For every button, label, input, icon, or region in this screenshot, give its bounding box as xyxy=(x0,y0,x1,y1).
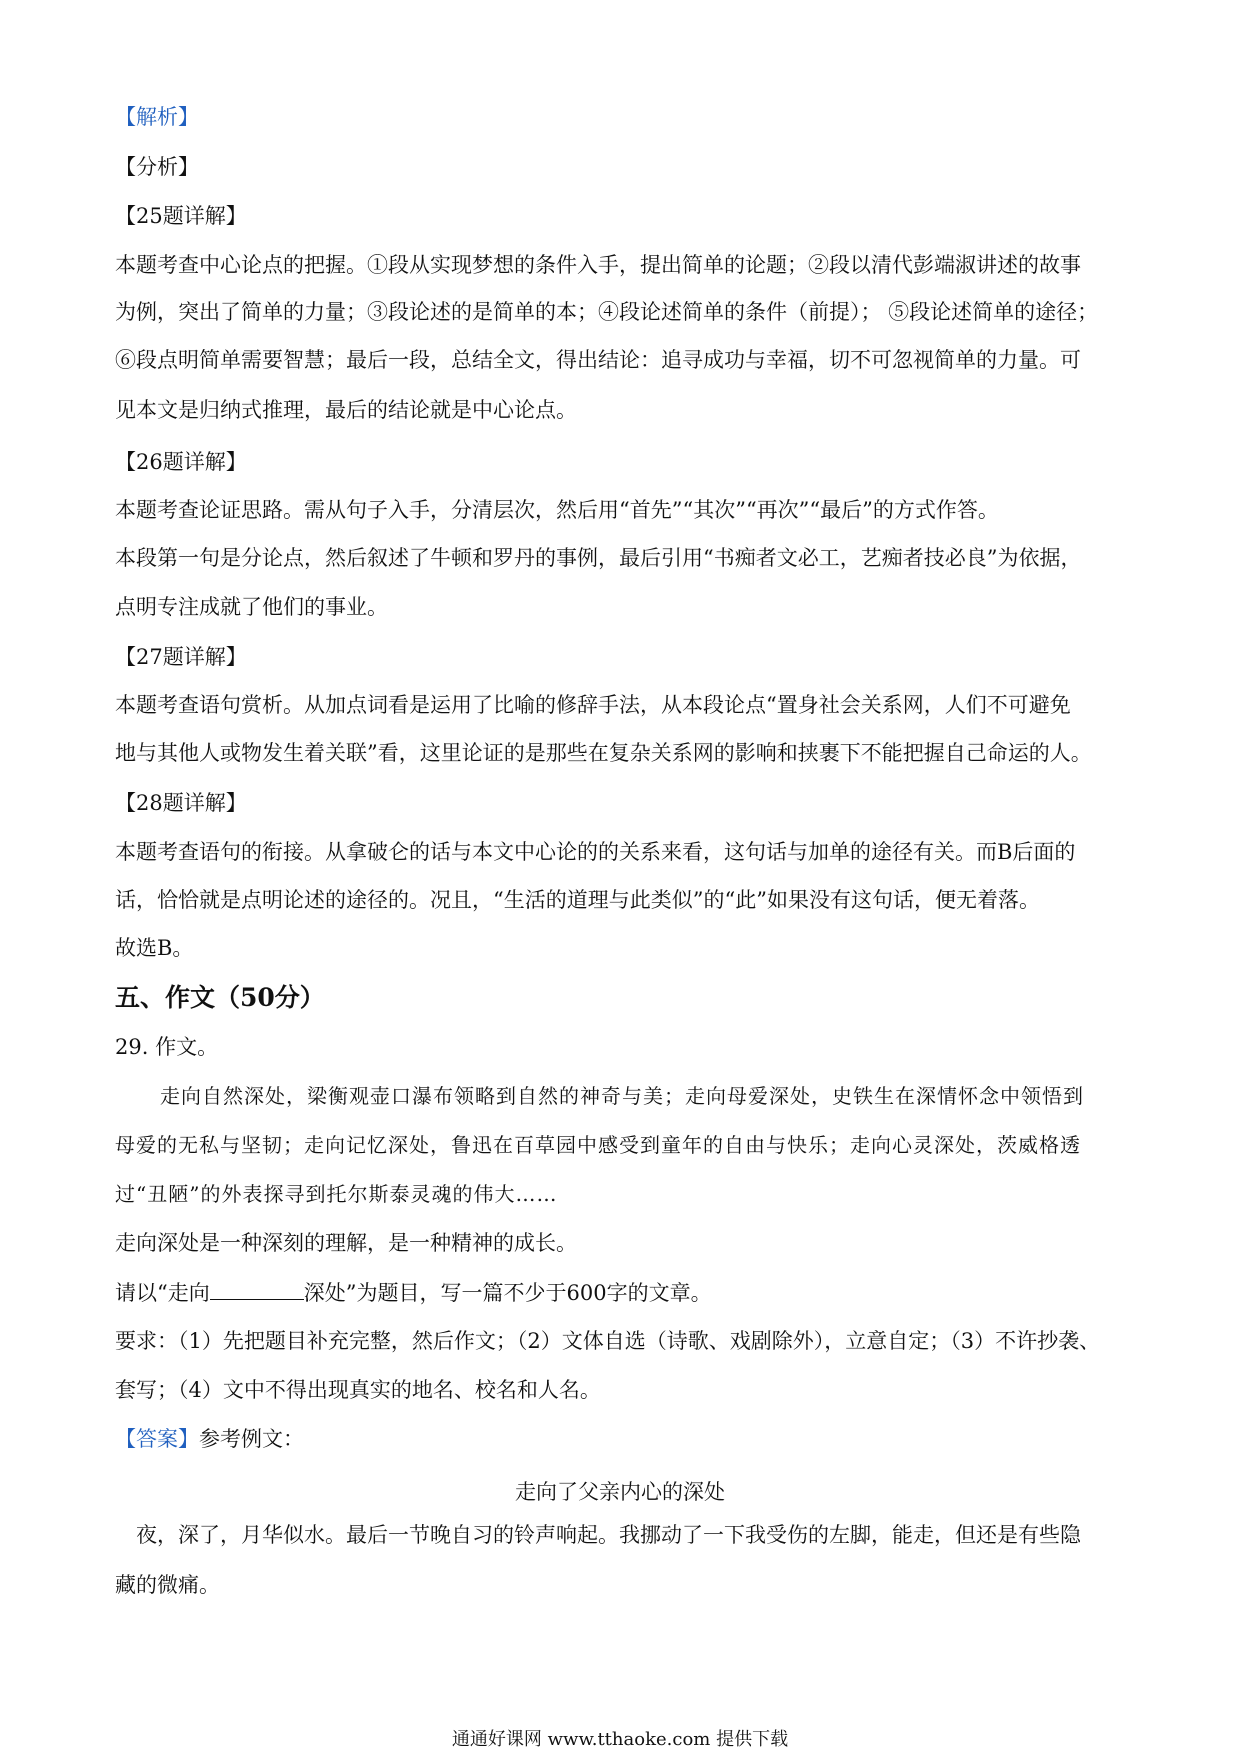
q27-line: 本题考查语句赏析。从加点词看是运用了比喻的修辞手法，从本段论点“置身社会关系网，人们不可避免 xyxy=(115,693,1071,717)
essay-line: 藏的微痛。 xyxy=(115,1573,220,1597)
section-heading: 五、作文（50分） xyxy=(115,983,325,1012)
q25-line: 为例，突出了简单的力量；③段论述的是简单的本；④段论述简单的条件（前提）； ⑤段论述简单的途径； xyxy=(115,300,1099,324)
analysis-label: 【解析】 xyxy=(115,105,199,129)
q28-line: 本题考查语句的衔接。从拿破仑的话与本文中心论的的关系来看，这句话与加单的途径有关。而B后面的 xyxy=(115,840,1076,864)
essay-title: 走向了父亲内心的深处 xyxy=(515,1480,725,1504)
q29-instruction xyxy=(115,1281,712,1304)
q25-heading: 【25题详解】 xyxy=(115,204,247,228)
q25-line: 本题考查中心论点的把握。①段从实现梦想的条件入手，提出简单的论题；②段以清代彭端淑讲述的故事 xyxy=(115,253,1081,277)
q29-requirement: 要求：（1）先把题目补充完整，然后作文；（2）文体自选（诗歌、戏剧除外），立意自定；（3）不许抄袭、 xyxy=(115,1329,1101,1353)
fenxi-label: 【分析】 xyxy=(115,155,199,179)
q26-line: 点明专注成就了他们的事业。 xyxy=(115,595,388,619)
q28-line: 故选B。 xyxy=(115,936,194,960)
q25-line: ⑥段点明简单需要智慧；最后一段，总结全文，得出结论：追寻成功与幸福，切不可忽视简单的力量。可 xyxy=(115,348,1081,372)
answer-line xyxy=(115,1429,304,1450)
q29-prompt-line: 走向自然深处，梁衡观壶口瀑布领略到自然的神奇与美；走向母爱深处，史铁生在深情怀念中领悟到 xyxy=(160,1084,1084,1108)
q25-line: 见本文是归纳式推理，最后的结论就是中心论点。 xyxy=(115,398,577,422)
answer-label: 【答案】 xyxy=(115,1427,199,1451)
q28-line: 话，恰恰就是点明论述的途径的。况且，“生活的道理与此类似”的“此”如果没有这句话，便无着落。 xyxy=(115,888,1040,912)
q29-summary: 走向深处是一种深刻的理解，是一种精神的成长。 xyxy=(115,1231,577,1255)
instruction-prefix: 请以“走向 xyxy=(115,1281,210,1305)
q29-title: 29. 作文。 xyxy=(115,1035,219,1059)
title-blank xyxy=(210,1281,304,1300)
q29-prompt-line: 母爱的无私与坚韧；走向记忆深处，鲁迅在百草园中感受到童年的自由与快乐；走向心灵深处，茨威格透 xyxy=(115,1133,1081,1157)
q29-requirement: 套写；（4）文中不得出现真实的地名、校名和人名。 xyxy=(115,1378,601,1402)
essay-line: 夜，深了，月华似水。最后一节晚自习的铃声响起。我挪动了一下我受伤的左脚，能走，但还是有些隐 xyxy=(136,1523,1081,1547)
instruction-suffix: 深处”为题目，写一篇不少于600字的文章。 xyxy=(303,1281,712,1305)
q26-heading: 【26题详解】 xyxy=(115,450,247,474)
q26-line: 本段第一句是分论点，然后叙述了牛顿和罗丹的事例，最后引用“书痴者文必工，艺痴者技必良”为依据， xyxy=(115,546,1082,570)
answer-text: 参考例文： xyxy=(199,1427,304,1451)
q26-line: 本题考查论证思路。需从句子入手，分清层次，然后用“首先”“其次”“再次”“最后”的方式作答。 xyxy=(115,498,999,522)
q28-heading: 【28题详解】 xyxy=(115,791,247,815)
q27-line: 地与其他人或物发生着关联”看，这里论证的是那些在复杂关系网的影响和挟裹下不能把握自己命运的人。 xyxy=(115,741,1092,765)
q29-prompt-line: 过“丑陋”的外表探寻到托尔斯泰灵魂的伟大…… xyxy=(115,1182,558,1206)
q27-heading: 【27题详解】 xyxy=(115,645,247,669)
footer-credit: 通通好课网 www.tthaoke.com 提供下载 xyxy=(451,1729,789,1750)
